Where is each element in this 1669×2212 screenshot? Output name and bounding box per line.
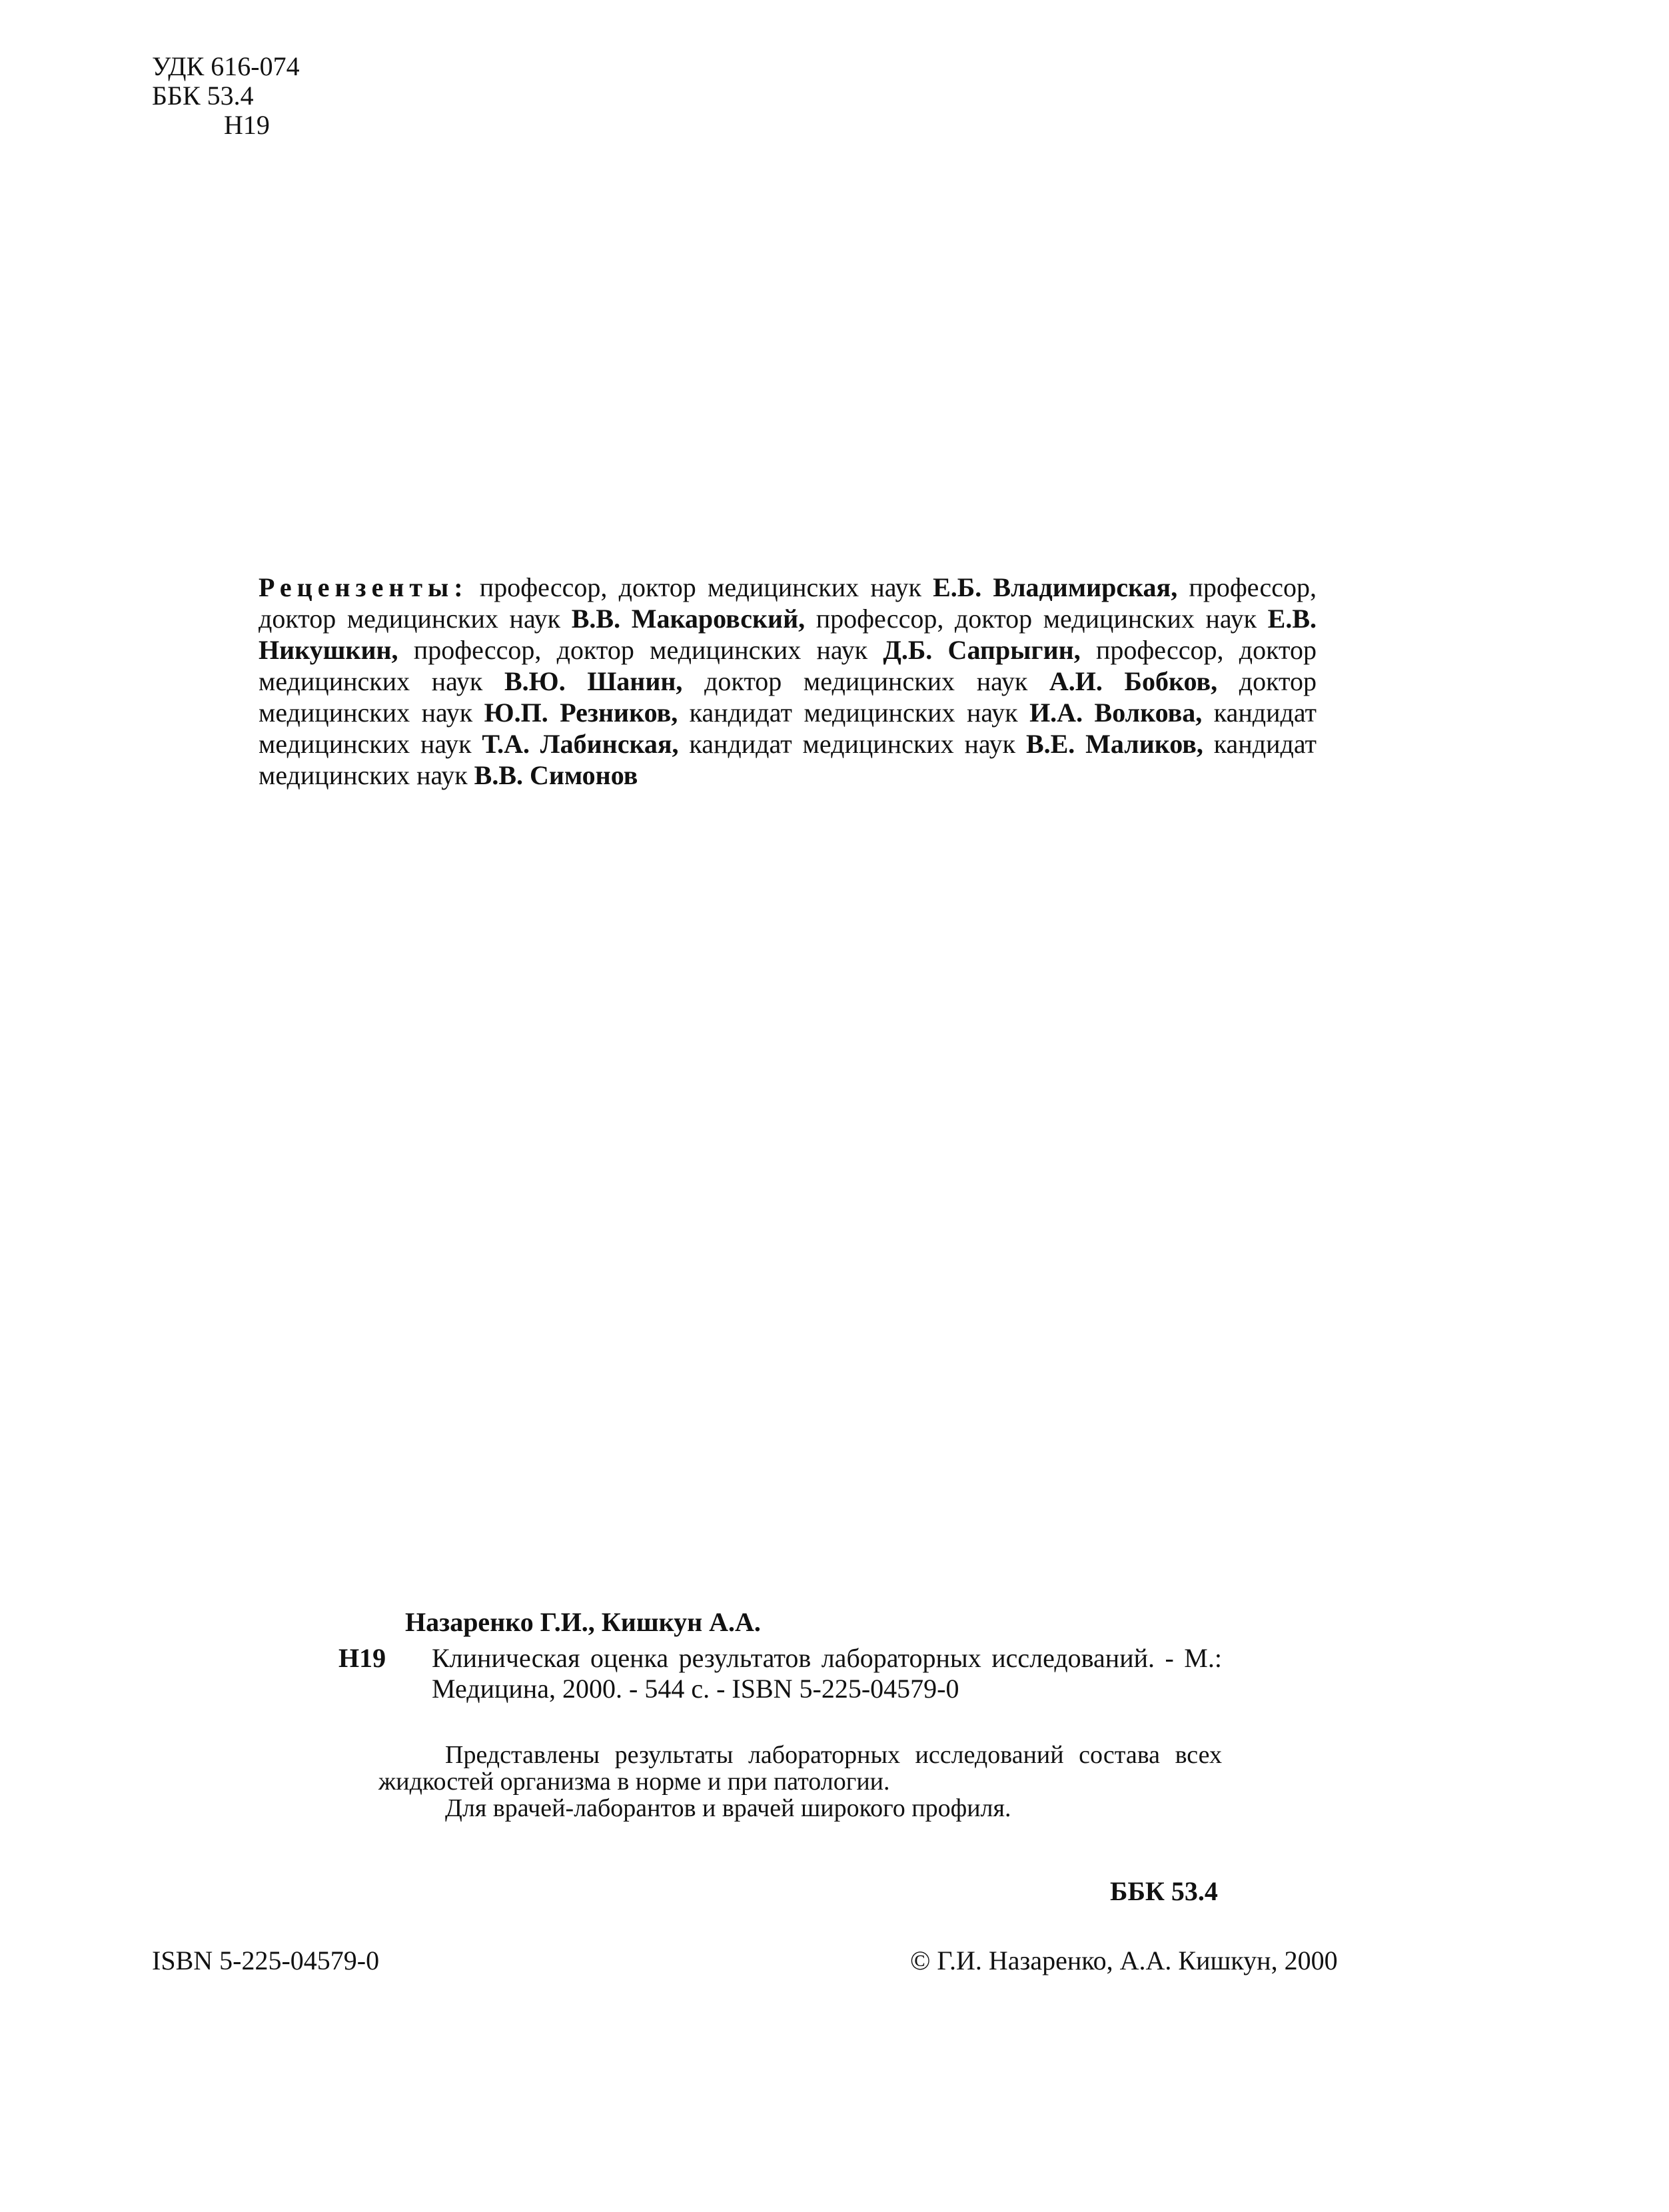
reviewer-title: профессор, доктор медицинских наук bbox=[468, 572, 933, 602]
reviewer-title: кандидат медицинских наук bbox=[678, 729, 1026, 759]
reviewer-name: Ю.П. Резников, bbox=[484, 698, 678, 728]
isbn: ISBN 5-225-04579-0 bbox=[152, 1945, 380, 1975]
reviewer-name: Д.Б. Сапрыгин, bbox=[883, 635, 1081, 665]
reviewer-title: профессор, доктор медицинских наук bbox=[259, 572, 1317, 634]
reviewers-lead: Рецензенты: bbox=[259, 572, 468, 602]
reviewer-title: доктор медицинских наук bbox=[259, 666, 1317, 728]
card-code: Н19 bbox=[338, 1643, 386, 1673]
reviewer-name: Е.Б. Владимирская, bbox=[933, 572, 1178, 602]
udk-code: УДК 616-074 bbox=[152, 51, 300, 81]
reviewer-title: профессор, доктор медицинских наук bbox=[398, 635, 883, 665]
reviewer-name: И.А. Волкова, bbox=[1029, 698, 1203, 728]
reviewer-name: А.И. Бобков, bbox=[1049, 666, 1218, 696]
reviewers-paragraph bbox=[259, 572, 1317, 791]
reviewers-list bbox=[259, 572, 1317, 790]
card-authors: Назаренко Г.И., Кишкун А.А. bbox=[405, 1607, 761, 1637]
reviewer-title: профессор, доктор медицинских наук bbox=[259, 635, 1317, 696]
reviewer-title: доктор медицинских наук bbox=[682, 666, 1049, 696]
reviewer-title: профессор, доктор медицинских наук bbox=[805, 604, 1268, 634]
reviewer-title: кандидат медицинских наук bbox=[259, 729, 1317, 790]
annotation-audience: Для врачей-лаборантов и врачей широкого профиля. bbox=[445, 1794, 1011, 1822]
reviewer-name: Е.В. Никушкин, bbox=[259, 604, 1317, 665]
reviewer-name: В.Е. Маликов, bbox=[1025, 729, 1203, 759]
reviewer-name: В.В. Симонов bbox=[474, 760, 638, 790]
reviewer-name: В.Ю. Шанин, bbox=[504, 666, 683, 696]
author-mark: Н19 bbox=[224, 110, 270, 140]
reviewer-title: кандидат медицинских наук bbox=[678, 698, 1030, 728]
reviewer-title: кандидат медицинских наук bbox=[259, 698, 1317, 759]
card-annotation bbox=[378, 1742, 1222, 1822]
card-bbk: ББК 53.4 bbox=[1110, 1876, 1218, 1906]
bbk-code: ББК 53.4 bbox=[152, 81, 254, 111]
reviewer-name: Т.А. Лабинская, bbox=[482, 729, 679, 759]
classification-block bbox=[152, 52, 300, 140]
reviewer-name: В.В. Макаровский, bbox=[571, 604, 806, 634]
card-bibliographic-description: Клиническая оценка результатов лабораторных исследований. - М.: Медицина, 2000. - 544 с. - ISBN 5-225-04579-0 bbox=[432, 1643, 1222, 1704]
annotation-text: Представлены результаты лабораторных исследований состава всех жидкостей организма в норме и при патологии. bbox=[378, 1741, 1222, 1796]
copyright: © Г.И. Назаренко, А.А. Кишкун, 2000 bbox=[910, 1945, 1338, 1975]
